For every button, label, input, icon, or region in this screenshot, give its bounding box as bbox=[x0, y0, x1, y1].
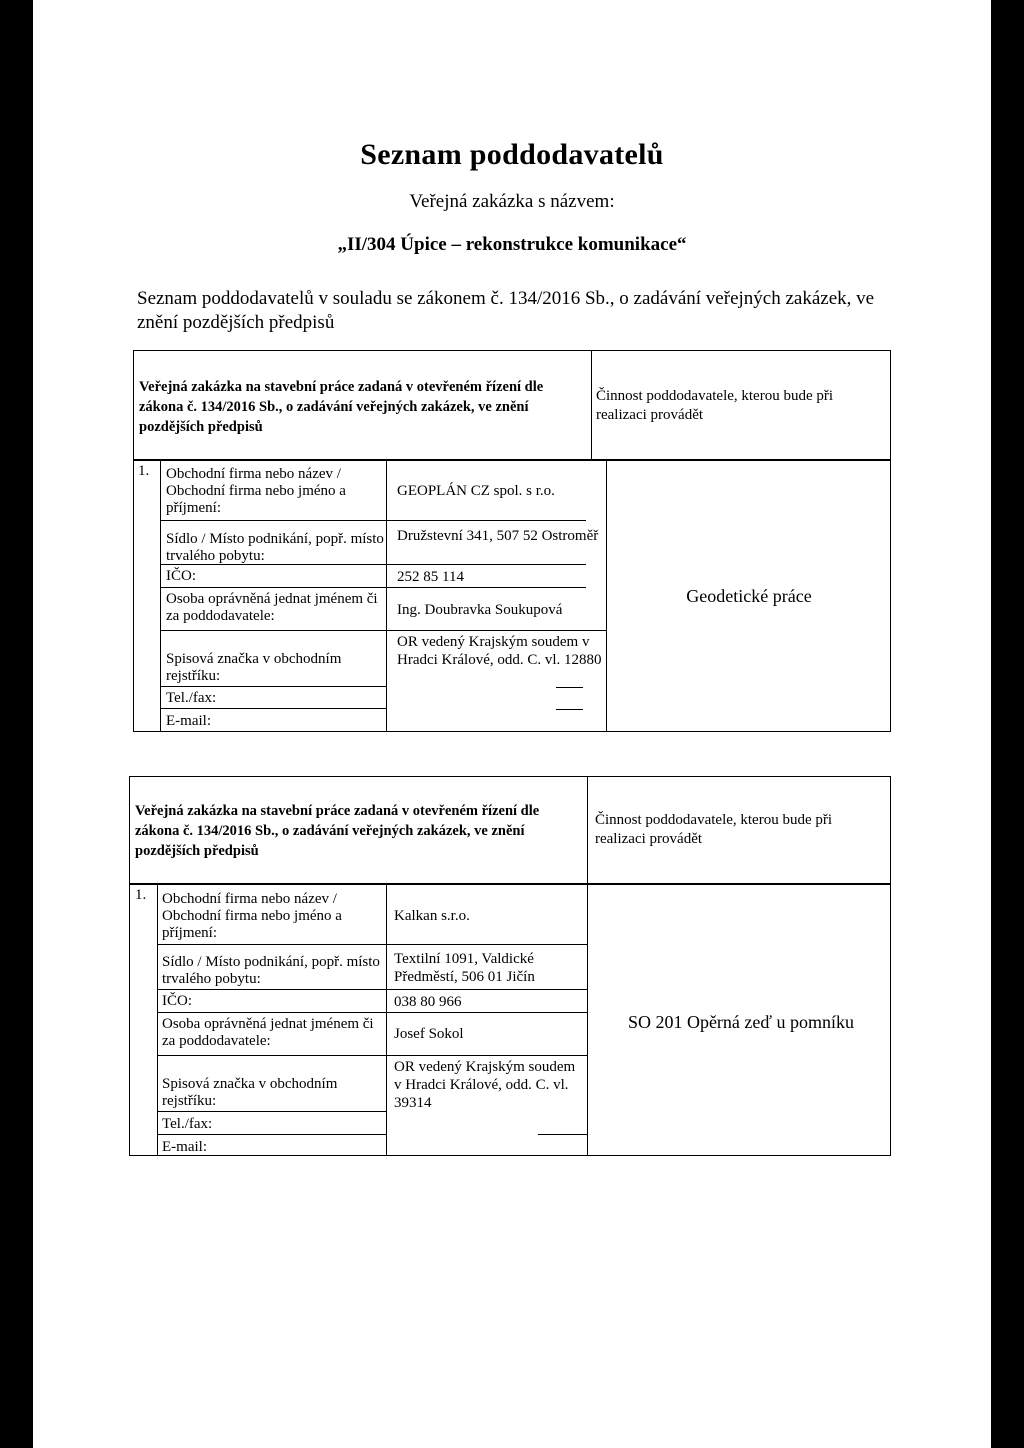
header-left-text: Veřejná zakázka na stavební práce zadaná v otevřeném řízení dle zákona č. 134/2016 Sb., o zadávání veřejných zakázek, ve znění pozdějších předpisů bbox=[135, 803, 540, 859]
value-seat: Družstevní 341, 507 52 Ostroměř bbox=[397, 528, 599, 544]
label-firm-name: Obchodní firma nebo název / Obchodní firma nebo jméno a příjmení: bbox=[162, 891, 342, 941]
row-number: 1. bbox=[138, 463, 150, 479]
label-phone-fax: Tel./fax: bbox=[166, 690, 217, 706]
value-firm-name: GEOPLÁN CZ spol. s r.o. bbox=[397, 483, 555, 499]
document-title: Seznam poddodavatelů bbox=[360, 138, 664, 171]
value-authorized-person: Josef Sokol bbox=[394, 1026, 464, 1042]
value-authorized-person: Ing. Doubravka Soukupová bbox=[397, 602, 563, 618]
value-registry-mark: OR vedený Krajským soudem v Hradci Králové, odd. C. vl. 12880 bbox=[397, 634, 602, 668]
label-seat: Sídlo / Místo podnikání, popř. místo trvalého pobytu: bbox=[166, 531, 384, 564]
label-registry-mark: Spisová značka v obchodním rejstříku: bbox=[166, 651, 342, 684]
label-authorized-person: Osoba oprávněná jednat jménem či za poddodavatele: bbox=[162, 1016, 374, 1049]
value-seat: Textilní 1091, Valdické Předměstí, 506 01 Jičín bbox=[394, 951, 535, 985]
intro-text: Seznam poddodavatelů v souladu se zákonem č. 134/2016 Sb., o zadávání veřejných zakázek, ve znění pozdějších předpisů bbox=[137, 288, 875, 333]
header-right-text: Činnost poddodavatele, kterou bude při realizaci provádět bbox=[595, 812, 833, 847]
value-ico: 252 85 114 bbox=[397, 569, 464, 585]
label-authorized-person: Osoba oprávněná jednat jménem či za poddodavatele: bbox=[166, 591, 378, 624]
document-page bbox=[33, 0, 991, 1448]
label-email: E-mail: bbox=[166, 713, 211, 729]
label-ico: IČO: bbox=[166, 568, 196, 584]
value-firm-name: Kalkan s.r.o. bbox=[394, 908, 470, 924]
label-seat: Sídlo / Místo podnikání, popř. místo trvalého pobytu: bbox=[162, 954, 380, 987]
label-registry-mark: Spisová značka v obchodním rejstříku: bbox=[162, 1076, 338, 1109]
header-left-text: Veřejná zakázka na stavební práce zadaná v otevřeném řízení dle zákona č. 134/2016 Sb., o zadávání veřejných zakázek, ve znění pozdějších předpisů bbox=[139, 379, 544, 435]
value-registry-mark: OR vedený Krajským soudem v Hradci Králové, odd. C. vl. 39314 bbox=[394, 1059, 576, 1111]
value-activity: Geodetické práce bbox=[686, 586, 812, 606]
value-ico: 038 80 966 bbox=[394, 994, 462, 1010]
header-right-text: Činnost poddodavatele, kterou bude při realizaci provádět bbox=[596, 388, 834, 423]
document-subtitle: Veřejná zakázka s názvem: bbox=[409, 191, 615, 212]
label-phone-fax: Tel./fax: bbox=[162, 1116, 213, 1132]
row-number: 1. bbox=[135, 887, 147, 903]
label-email: E-mail: bbox=[162, 1139, 207, 1155]
label-ico: IČO: bbox=[162, 993, 192, 1009]
project-name: „II/304 Úpice – rekonstrukce komunikace“ bbox=[337, 234, 687, 255]
value-activity: SO 201 Opěrná zeď u pomníku bbox=[627, 1012, 855, 1032]
label-firm-name: Obchodní firma nebo název / Obchodní firma nebo jméno a příjmení: bbox=[166, 466, 346, 516]
